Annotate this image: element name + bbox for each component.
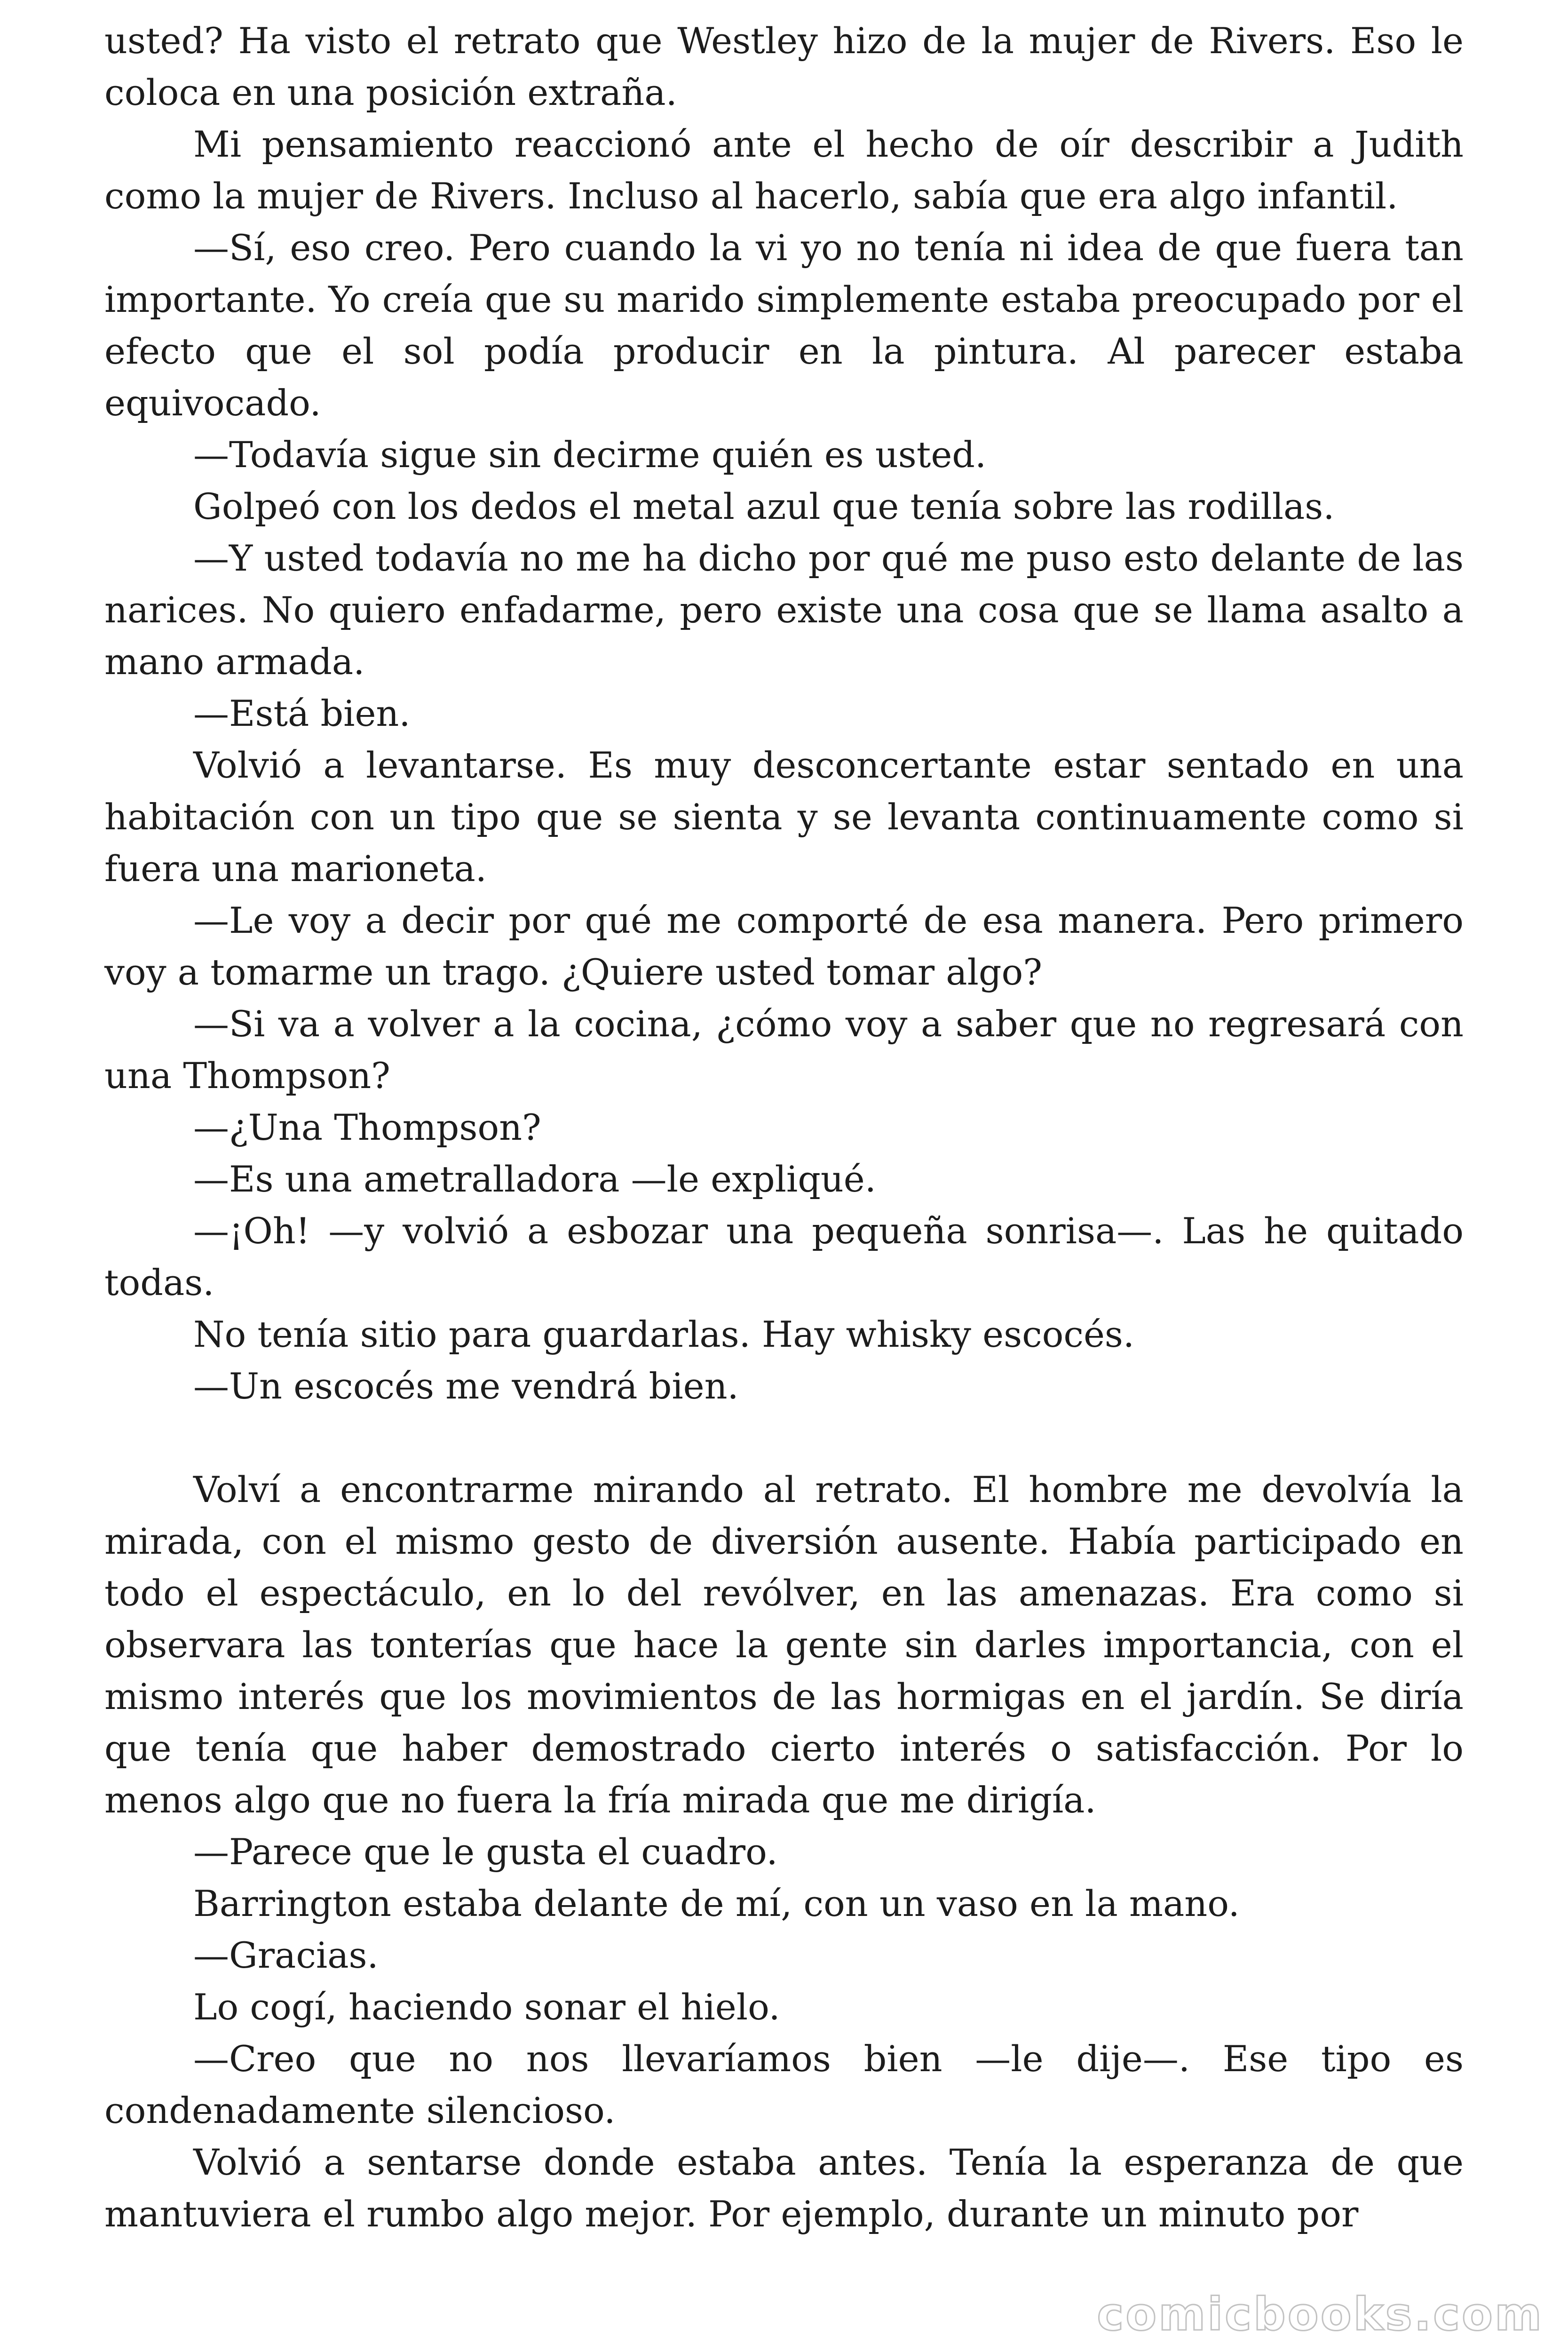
paragraph: —¡Oh! —y volvió a esbozar una pequeña sonrisa—. Las he quitado todas. <box>104 1210 1464 1303</box>
paragraph: —Gracias. <box>193 1934 379 1976</box>
paragraph: Golpeó con los dedos el metal azul que tenía sobre las rodillas. <box>193 485 1335 527</box>
paragraph: Volvió a levantarse. Es muy desconcertante estar sentado en una habitación con un tipo que se sienta y se levanta continuamente como si fuera una marioneta. <box>104 744 1464 890</box>
paragraph: —Le voy a decir por qué me comporté de esa manera. Pero primero voy a tomarme un trago. ¿Quiere usted tomar algo? <box>104 899 1464 993</box>
paragraph: —Es una ametralladora —le expliqué. <box>193 1158 876 1200</box>
book-page <box>104 15 1464 2240</box>
paragraph: —Un escocés me vendrá bien. <box>193 1365 739 1407</box>
section-break <box>104 1412 1464 1464</box>
paragraph: Mi pensamiento reaccionó ante el hecho de oír describir a Judith como la mujer de Rivers. Incluso al hacerlo, sabía que era algo infantil. <box>104 123 1464 217</box>
watermark: comicbooks.com <box>1097 2288 1544 2341</box>
paragraph: —Parece que le gusta el cuadro. <box>193 1831 778 1873</box>
paragraph: —Y usted todavía no me ha dicho por qué me puso esto delante de las narices. No quiero enfadarme, pero existe una cosa que se llama asalto a mano armada. <box>104 537 1464 683</box>
paragraph: —Todavía sigue sin decirme quién es usted. <box>193 434 987 476</box>
paragraph: Barrington estaba delante de mí, con un vaso en la mano. <box>193 1883 1240 1924</box>
paragraph: Volvió a sentarse donde estaba antes. Tenía la esperanza de que mantuviera el rumbo algo mejor. Por ejemplo, durante un minuto por <box>104 2141 1464 2235</box>
paragraph: Lo cogí, haciendo sonar el hielo. <box>193 1986 780 2028</box>
paragraph: —Si va a volver a la cocina, ¿cómo voy a saber que no regresará con una Thompson? <box>104 1003 1464 1097</box>
paragraph: No tenía sitio para guardarlas. Hay whisky escocés. <box>193 1313 1135 1355</box>
text-block-1 <box>104 15 1464 1412</box>
paragraph: —Está bien. <box>193 692 411 734</box>
text-block-2 <box>104 1464 1464 2240</box>
paragraph: —Sí, eso creo. Pero cuando la vi yo no tenía ni idea de que fuera tan importante. Yo creía que su marido simplemente estaba preocupado por el efecto que el sol podía producir en la pintura. Al parecer estaba equivocado. <box>104 227 1464 424</box>
paragraph: Volví a encontrarme mirando al retrato. El hombre me devolvía la mirada, con el mismo gesto de diversión ausente. Había participado en todo el espectáculo, en lo del revólver, en las amenazas. Era como si observara las tonterías que hace la gente sin darles importancia, con el mismo interés que los movimientos de las hormigas en el jardín. Se diría que tenía que haber demostrado cierto interés o satisfacción. Por lo menos algo que no fuera la fría mirada que me dirigía. <box>104 1469 1464 1821</box>
paragraph: usted? Ha visto el retrato que Westley hizo de la mujer de Rivers. Eso le coloca en una posición extraña. <box>104 20 1464 113</box>
paragraph: —¿Una Thompson? <box>193 1106 541 1148</box>
paragraph: —Creo que no nos llevaríamos bien —le dije—. Ese tipo es condenadamente silencioso. <box>104 2038 1464 2131</box>
